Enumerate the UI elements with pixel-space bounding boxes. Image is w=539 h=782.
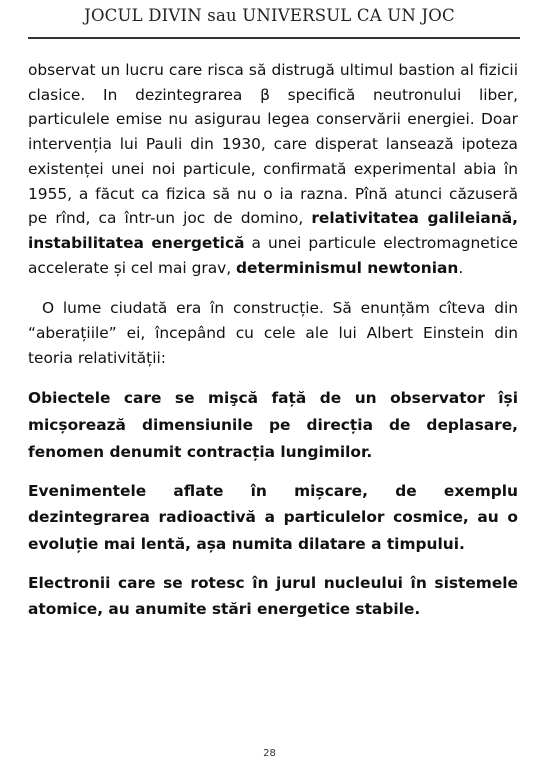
page-number: 28	[263, 748, 276, 759]
body-text	[28, 58, 518, 623]
statement-energy-states: Electronii care se rotesc în jurul nucleului în sistemele atomice, au anumite stări energetice stabile.	[28, 573, 518, 619]
paragraph-2: O lume ciudată era în construcție. Să enunțăm cîteva din “aberațiile” ei, începând cu cele ale lui Albert Einstein din teoria relativității:	[28, 299, 518, 367]
statement-length-contraction: Obiectele care se mişcă față de un observator își micșorează dimensiunile pe direcția de deplasare, fenomen denumit contracția lungimilor.	[28, 389, 518, 461]
running-head: JOCUL DIVIN sau UNIVERSUL CA UN JOC	[84, 6, 455, 25]
paragraph-1-text-b: a unei particule electromagnetice accelerate și cel mai grav,	[28, 233, 518, 277]
paragraph-1	[28, 58, 518, 280]
header-rule	[28, 37, 520, 39]
paragraph-1-text-c: .	[458, 258, 464, 277]
paragraph-1-text-a: observat un lucru care risca să distrugă ultimul bastion al fizicii clasice. In dezintegrarea β specifică neutronului liber, particulele emise nu asigurau legea conservării energiei. Doar intervenția lui Pauli din 1930, care disperat lansează ipoteza existenței unei noi particule, confirmată experimental abia în 1955, a făcut ca fizica să nu o ia razna. Pînă atunci căzuseră pe rînd, ca într-un joc de domino,	[28, 61, 518, 228]
paragraph-1-bold-b: determinismul newtonian	[236, 258, 459, 277]
paragraph-1-bold-a: relativitatea galileiană, instabilitatea energetică	[28, 209, 518, 252]
statement-time-dilation: Evenimentele aflate în mișcare, de exemplu dezintegrarea radioactivă a particulelor cosmice, au o evoluție mai lentă, așa numita dilatare a timpului.	[28, 481, 518, 553]
